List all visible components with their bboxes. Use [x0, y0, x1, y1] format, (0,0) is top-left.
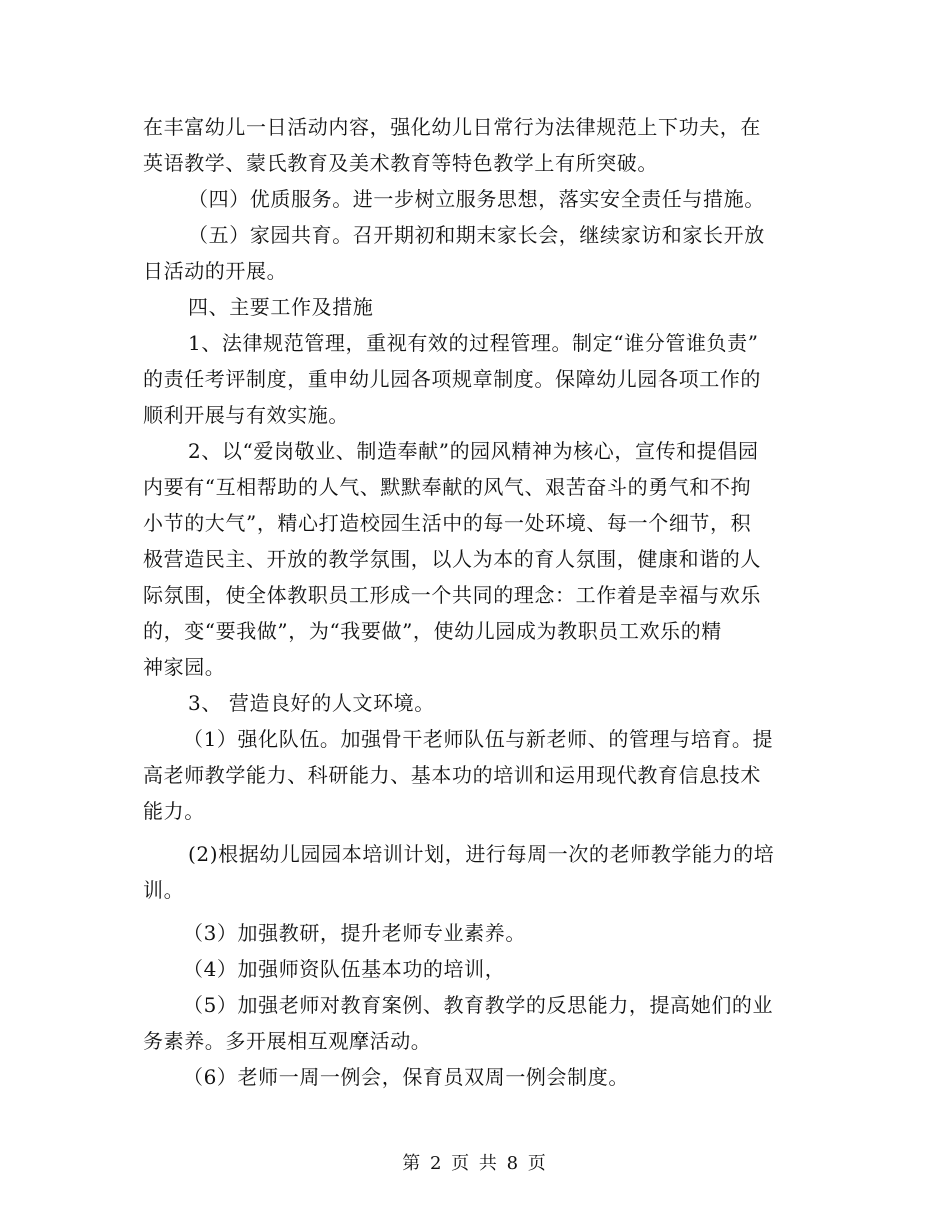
- text-line: 内要有“互相帮助的人气、默默奉献的风气、艰苦奋斗的勇气和不拘: [143, 475, 752, 499]
- page-body: [143, 109, 815, 1095]
- text-line: （四）优质服务。进一步树立服务思想，落实安全责任与措施。: [188, 187, 765, 211]
- page-number-footer: 第 2 页 共 8 页: [402, 1153, 548, 1174]
- text-line: 际氛围，使全体教职员工形成一个共同的理念：工作着是幸福与欢乐: [143, 583, 761, 607]
- text-line: (2)根据幼儿园园本培训计划，进行每周一次的老师教学能力的培: [188, 842, 775, 866]
- text-line: （4）加强师资队伍基本功的培训，: [183, 957, 506, 981]
- text-line: 的，变“要我做”，为“我要做”，使幼儿园成为教职员工欢乐的精: [143, 619, 722, 643]
- text-line: （1）强化队伍。加强骨干老师队伍与新老师、的管理与培育。提: [183, 727, 774, 751]
- text-line: 务素养。多开展相互观摩活动。: [143, 1029, 432, 1053]
- text-line: （6）老师一周一例会，保育员双周一例会制度。: [183, 1065, 629, 1089]
- text-line: 高老师教学能力、科研能力、基本功的培训和运用现代教育信息技术: [143, 763, 761, 787]
- spacer: [143, 829, 815, 836]
- text-line: 训。: [143, 878, 185, 902]
- text-line: （5）加强老师对教育案例、教育教学的反思能力，提高她们的业: [183, 993, 774, 1017]
- text-line: 日活动的开展。: [143, 259, 288, 283]
- text-line: 小节的大气”，精心打造校园生活中的每一处环境、每一个细节，积: [143, 511, 752, 535]
- text-line: （3）加强教研，提升老师专业素养。: [183, 921, 526, 945]
- text-line: 英语教学、蒙氏教育及美术教育等特色教学上有所突破。: [143, 151, 658, 175]
- text-line: 极营造民主、开放的教学氛围，以人为本的育人氛围，健康和谐的人: [143, 547, 761, 571]
- text-line: （五）家园共育。召开期初和期末家长会，继续家访和家长开放: [188, 223, 765, 247]
- text-line: 在丰富幼儿一日活动内容，强化幼儿日常行为法律规范上下功夫，在: [143, 115, 761, 139]
- text-line: 顺利开展与有效实施。: [143, 403, 349, 427]
- text-line: 2、以“爱岗敬业、制造奉献”的园风精神为核心，宣传和提倡园: [188, 439, 759, 463]
- text-line: 能力。: [143, 799, 205, 823]
- text-line: 1、法律规范管理，重视有效的过程管理。制定“谁分管谁负责”: [188, 331, 759, 355]
- text-line: 的责任考评制度，重申幼儿园各项规章制度。保障幼儿园各项工作的: [143, 367, 761, 391]
- text-line: 3、 营造良好的人文环境。: [188, 691, 435, 715]
- text-line: 神家园。: [143, 655, 226, 679]
- section-heading: 四、主要工作及措施: [188, 295, 374, 319]
- spacer: [143, 908, 815, 915]
